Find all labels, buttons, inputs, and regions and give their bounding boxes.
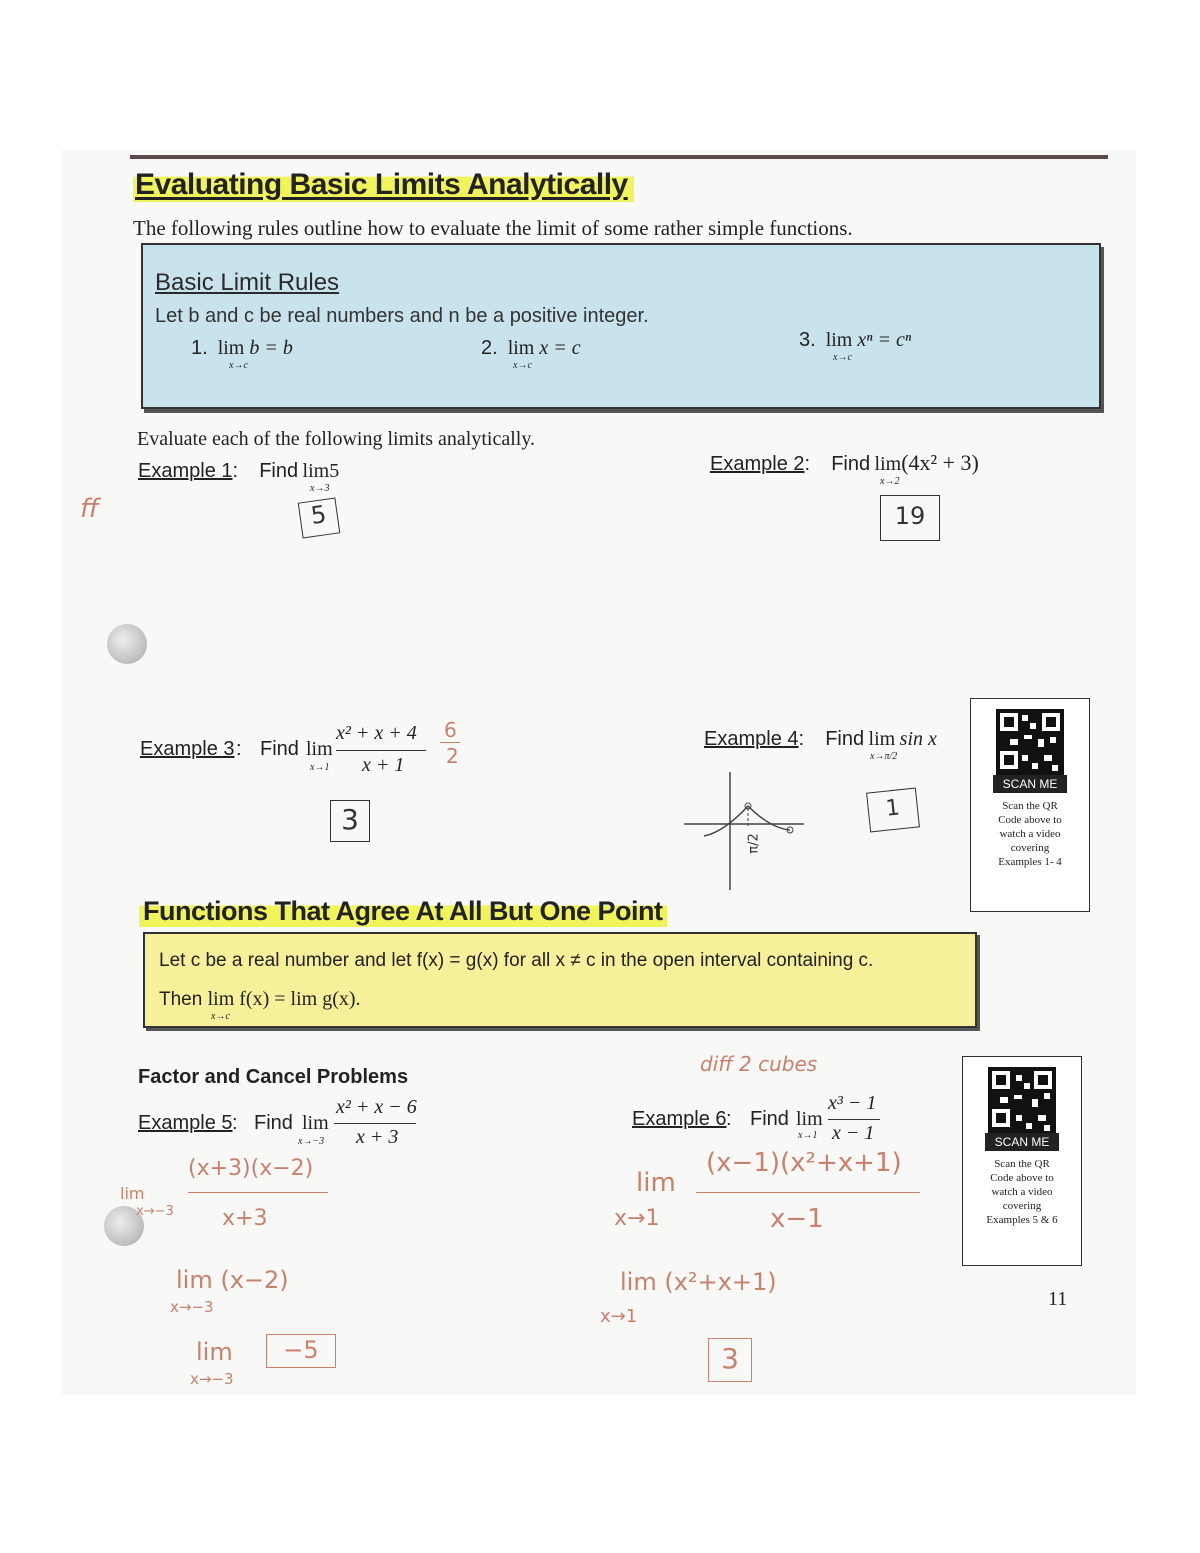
rule-number: 1. — [191, 337, 208, 359]
qr-card-examples-5-6[interactable] — [962, 1056, 1082, 1266]
factor-heading: Factor and Cancel Problems — [138, 1066, 409, 1088]
lim-subscript: x→c — [211, 1011, 230, 1022]
lim-operator: lim — [507, 337, 535, 359]
ex5-work-step2: lim (x−2) — [176, 1266, 289, 1294]
fraction-denominator: x + 1 — [362, 754, 405, 776]
rule-expression: xⁿ = cⁿ — [857, 329, 912, 351]
lim-subscript: x→π/2 — [870, 751, 898, 762]
ex6-work-denominator: x−1 — [770, 1204, 824, 1234]
find-word: Find — [260, 738, 299, 760]
example-1: Example 1: Find lim5 x→3 — [138, 460, 340, 494]
lim-subscript: x→c — [833, 352, 852, 363]
qr-caption-line: covering — [1002, 1200, 1042, 1212]
lim-subscript: x→c — [513, 360, 532, 371]
ex5-work-step2-sub: x→−3 — [170, 1298, 214, 1316]
ex5-work-fraction-bar — [188, 1192, 328, 1193]
rule-expression: x = c — [539, 337, 581, 359]
ex6-note: diff 2 cubes — [700, 1052, 818, 1076]
section-title-agree: Functions That Agree At All But One Point — [139, 896, 667, 927]
find-word: Find — [750, 1108, 789, 1130]
example-3: Example 3 : Find lim x→1 x² + x + 4 x + 1 6 2 — [140, 718, 459, 776]
lim-subscript: x→−3 — [298, 1136, 325, 1147]
pencil-note-bar — [440, 742, 460, 743]
ex6-work-fraction-bar — [696, 1192, 920, 1193]
fraction-numerator: x³ − 1 — [828, 1092, 877, 1114]
fraction-numerator: x² + x + 4 — [336, 722, 417, 744]
lim-operator: lim — [306, 738, 333, 760]
example-label: Example 5 — [138, 1112, 233, 1134]
intro-text: The following rules outline how to evaluate the limit of some rather simple functions. — [133, 216, 853, 240]
example-6: Example 6 : Find lim x→1 x³ − 1 x − 1 — [632, 1092, 932, 1152]
find-word: Find — [259, 460, 299, 482]
evaluate-instructions: Evaluate each of the following limits analytically. — [137, 428, 536, 450]
lim-subscript: x→3 — [310, 483, 330, 494]
qr-caption — [963, 1157, 1081, 1227]
lim-operator: lim — [868, 728, 896, 750]
ex5-work-step3: lim — [196, 1338, 233, 1366]
find-word: Find — [254, 1112, 293, 1134]
qr-caption-line: Code above to — [990, 1172, 1054, 1184]
answer-box-5: −5 — [266, 1334, 336, 1368]
page-title: Evaluating Basic Limits Analytically — [133, 168, 634, 202]
lim-operator: lim — [825, 329, 853, 351]
qr-caption-line: watch a video — [991, 1186, 1053, 1198]
lim-operator: lim — [796, 1108, 823, 1130]
rule-number: 3. — [799, 329, 816, 351]
pencil-note-num: 6 — [444, 718, 457, 742]
lim-subscript: x→1 — [798, 1130, 818, 1141]
example-label: Example 6 — [632, 1108, 727, 1130]
theorem-equation: lim f(x) = lim g(x). — [207, 988, 361, 1010]
ex6-work-lim-sub: x→1 — [614, 1206, 660, 1231]
example-4: Example 4: Find lim sin x x→π/2 — [704, 728, 937, 762]
answer-box-3: 3 — [330, 800, 370, 842]
fraction-denominator: x − 1 — [832, 1122, 875, 1144]
example-label: Example 3 — [140, 738, 235, 760]
fraction-numerator: x² + x − 6 — [336, 1096, 417, 1118]
ex6-work-step2: lim (x²+x+1) — [620, 1268, 777, 1296]
scan-me-label: SCAN ME — [993, 775, 1067, 793]
answer-box-4: 1 — [866, 787, 920, 832]
fraction-bar — [336, 750, 426, 751]
rules-description: Let b and c be real numbers and n be a positive integer. — [155, 305, 649, 327]
lim-operator: lim — [302, 460, 330, 482]
qr-caption-line: Examples 1- 4 — [998, 856, 1062, 868]
fraction-bar — [828, 1119, 880, 1120]
page-number: 11 — [1048, 1288, 1068, 1310]
qr-caption-line: Code above to — [998, 814, 1062, 826]
lim-operator: lim — [874, 453, 902, 475]
then-word: Then — [159, 989, 203, 1010]
ex5-work-step3-sub: x→−3 — [190, 1370, 234, 1388]
lim-subscript: x→1 — [310, 762, 330, 773]
ex5-work-numerator: (x+3)(x−2) — [188, 1156, 314, 1181]
example-2: Example 2: Find lim(4x² + 3) x→2 — [710, 450, 979, 487]
scan-me-label: SCAN ME — [985, 1133, 1059, 1151]
sine-sketch-graph — [684, 772, 814, 890]
ex5-work-lim-sub: x→−3 — [136, 1204, 174, 1219]
ex6-work-numerator: (x−1)(x²+x+1) — [706, 1148, 902, 1178]
example-label: Example 2 — [710, 453, 805, 475]
example-label: Example 1 — [138, 460, 233, 482]
lim-subscript: x→2 — [880, 476, 900, 487]
ex6-work-step2-sub: x→1 — [600, 1306, 638, 1327]
qr-card-examples-1-4[interactable] — [970, 698, 1090, 912]
answer-box-2: 19 — [880, 495, 940, 541]
qr-caption-line: watch a video — [999, 828, 1061, 840]
top-rule-line — [130, 155, 1108, 159]
rule-number: 2. — [481, 337, 498, 359]
punch-hole-top — [107, 624, 147, 664]
lim-operator: lim — [302, 1112, 329, 1134]
limit-expression: (4x² + 3) — [901, 450, 979, 475]
margin-note: ff — [80, 494, 99, 524]
basic-limit-rules-box — [141, 243, 1101, 409]
rule-1 — [191, 337, 293, 371]
lim-operator: lim — [217, 337, 245, 359]
rule-expression: b = b — [249, 337, 293, 359]
qr-caption-line: Scan the QR — [1002, 800, 1058, 812]
find-word: Find — [825, 728, 865, 750]
qr-caption-line: Examples 5 & 6 — [986, 1214, 1058, 1226]
fraction-denominator: x + 3 — [356, 1126, 399, 1148]
agree-theorem-box — [143, 932, 977, 1028]
limit-expression: sin x — [899, 728, 937, 750]
theorem-line-1: Let c be a real number and let f(x) = g(x) for all x ≠ c in the open interval containing c. — [159, 950, 874, 971]
pencil-note-den: 2 — [446, 744, 459, 768]
theorem-line-2 — [159, 988, 361, 1022]
graph-pi-over-2-label: π/2 — [746, 833, 762, 854]
qr-caption-line: Scan the QR — [994, 1158, 1050, 1170]
lim-subscript: x→c — [229, 360, 248, 371]
qr-caption-line: covering — [1010, 842, 1050, 854]
qr-caption — [971, 799, 1089, 869]
example-5: Example 5 : Find lim x→−3 x² + x − 6 x + 3 — [138, 1096, 417, 1148]
answer-box-1: 5 — [298, 498, 341, 539]
rule-3 — [799, 329, 911, 363]
example-label: Example 4 — [704, 728, 799, 750]
ex5-work-lim: lim — [120, 1184, 145, 1203]
ex6-work-lim: lim — [636, 1168, 676, 1198]
ex5-work-denominator: x+3 — [222, 1206, 268, 1231]
fraction-bar — [334, 1123, 416, 1124]
limit-expression: 5 — [329, 460, 340, 482]
rules-heading: Basic Limit Rules — [155, 269, 340, 296]
rule-2 — [481, 337, 581, 371]
find-word: Find — [831, 453, 871, 475]
answer-box-6: 3 — [708, 1338, 752, 1382]
